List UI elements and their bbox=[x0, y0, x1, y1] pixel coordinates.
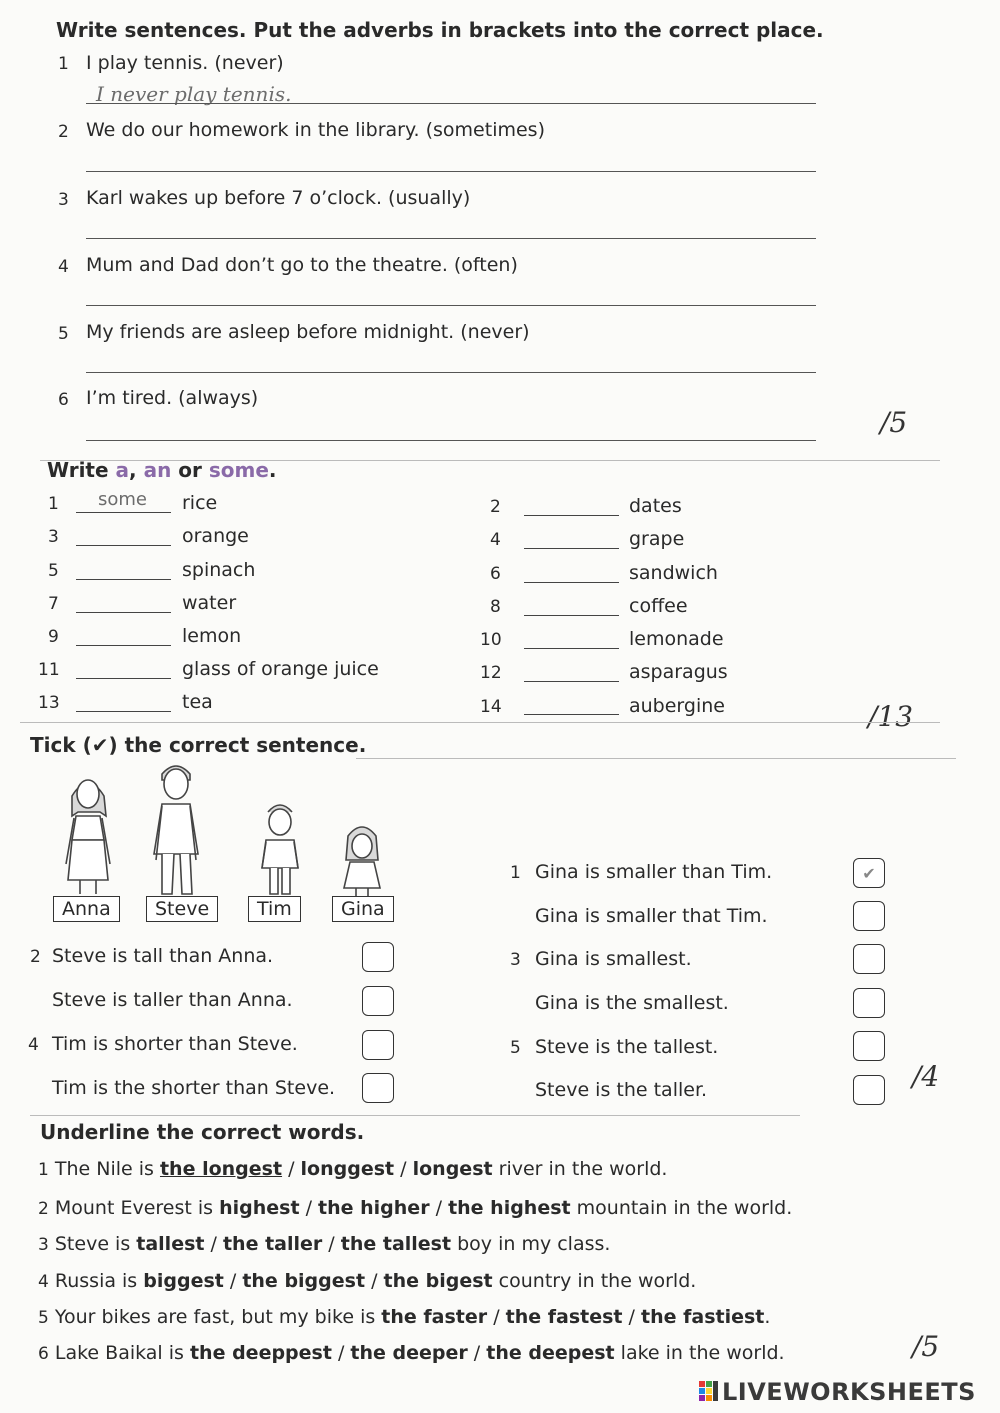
s3-sentence: Steve is taller than Anna. bbox=[52, 989, 293, 1011]
name-label-tim: Tim bbox=[248, 896, 301, 922]
answer-blank[interactable] bbox=[524, 615, 619, 616]
s4-item bbox=[38, 1197, 792, 1219]
s4-option-3[interactable]: the fastiest bbox=[641, 1306, 765, 1328]
s2-left-num: 9 bbox=[48, 627, 59, 647]
s4-post: country in the world. bbox=[492, 1270, 697, 1292]
tick-box[interactable] bbox=[853, 944, 885, 974]
s2-right-num: 6 bbox=[490, 564, 501, 584]
s3-sentence: Steve is the tallest. bbox=[535, 1036, 719, 1058]
s1-item-prompt: Mum and Dad don’t go to the theatre. (often) bbox=[86, 254, 518, 276]
s4-num: 5 bbox=[38, 1308, 49, 1328]
s3-sentence: Gina is the smallest. bbox=[535, 992, 729, 1014]
s4-sep: / bbox=[331, 1342, 351, 1364]
s3-sentence: Gina is smallest. bbox=[535, 948, 692, 970]
answer-blank[interactable] bbox=[524, 515, 619, 516]
s2-right-num: 4 bbox=[490, 530, 501, 550]
s4-num: 3 bbox=[38, 1235, 49, 1255]
s1-item-number: 4 bbox=[58, 257, 69, 277]
tick-box[interactable] bbox=[853, 901, 885, 931]
s1-item-prompt: Karl wakes up before 7 o’clock. (usually) bbox=[86, 187, 471, 209]
title-end: . bbox=[268, 458, 277, 482]
answer-blank[interactable] bbox=[76, 545, 171, 546]
s4-sep: / bbox=[282, 1158, 301, 1180]
s1-item-prompt: My friends are asleep before midnight. (never) bbox=[86, 321, 530, 343]
section2-title bbox=[47, 458, 277, 482]
answer-line[interactable] bbox=[86, 238, 816, 239]
logo-grid-icon bbox=[698, 1379, 720, 1405]
s3-sentence: Steve is tall than Anna. bbox=[52, 945, 274, 967]
s1-item-answer[interactable]: I never play tennis. bbox=[96, 82, 292, 106]
tick-box[interactable] bbox=[362, 1030, 394, 1060]
answer-blank[interactable] bbox=[524, 582, 619, 583]
s4-option-1[interactable]: the faster bbox=[381, 1306, 488, 1328]
s4-item bbox=[38, 1306, 770, 1328]
s2-left-num: 11 bbox=[38, 660, 60, 680]
s4-pre: Russia is bbox=[54, 1270, 144, 1292]
s1-item-number: 5 bbox=[58, 324, 69, 344]
s4-num: 6 bbox=[38, 1344, 49, 1364]
section-divider bbox=[356, 758, 956, 759]
s2-right-num: 8 bbox=[490, 597, 501, 617]
s4-sep: / bbox=[365, 1270, 384, 1292]
s4-item bbox=[38, 1270, 696, 1292]
s4-pre: Your bikes are fast, but my bike is bbox=[54, 1306, 382, 1328]
answer-blank[interactable] bbox=[76, 645, 171, 646]
s4-option-1[interactable]: the deeppest bbox=[189, 1342, 332, 1364]
s4-num: 4 bbox=[38, 1272, 49, 1292]
s1-item-number: 1 bbox=[58, 54, 69, 74]
answer-blank[interactable] bbox=[524, 681, 619, 682]
answer-blank[interactable] bbox=[76, 512, 171, 513]
s4-pre: The Nile is bbox=[54, 1158, 160, 1180]
s4-post: river in the world. bbox=[492, 1158, 668, 1180]
logo-text: LIVEWORKSHEETS bbox=[722, 1378, 976, 1406]
s1-item-number: 3 bbox=[58, 190, 69, 210]
s3-sentence: Steve is the taller. bbox=[535, 1079, 708, 1101]
s4-option-3[interactable]: longest bbox=[412, 1158, 493, 1180]
s4-option-3[interactable]: the deepest bbox=[486, 1342, 615, 1364]
s2-left-num: 1 bbox=[48, 494, 59, 514]
answer-blank[interactable] bbox=[524, 548, 619, 549]
s4-option-1[interactable]: biggest bbox=[143, 1270, 224, 1292]
s2-right-word: sandwich bbox=[629, 562, 718, 584]
tick-box[interactable] bbox=[362, 1073, 394, 1103]
section-divider bbox=[20, 722, 940, 723]
s1-item-number: 2 bbox=[58, 122, 69, 142]
s4-post: mountain in the world. bbox=[570, 1197, 793, 1219]
tick-box-checked[interactable] bbox=[853, 858, 885, 888]
title-an: an bbox=[143, 458, 172, 482]
tick-box[interactable] bbox=[853, 1031, 885, 1061]
answer-line[interactable] bbox=[86, 440, 816, 441]
s2-left-word: spinach bbox=[182, 559, 256, 581]
s2-right-num: 2 bbox=[490, 497, 501, 517]
s3-sentence: Tim is shorter than Steve. bbox=[52, 1033, 298, 1055]
title-text: Write bbox=[47, 458, 116, 482]
section2-score: /13 bbox=[868, 700, 914, 733]
liveworksheets-logo bbox=[698, 1378, 976, 1406]
answer-blank[interactable] bbox=[76, 711, 171, 712]
answer-line[interactable] bbox=[86, 171, 816, 172]
s1-item-number: 6 bbox=[58, 390, 69, 410]
s4-pre: Lake Baikal is bbox=[54, 1342, 190, 1364]
s4-option-3[interactable]: the bigest bbox=[383, 1270, 493, 1292]
section3-score: /4 bbox=[912, 1060, 940, 1093]
answer-blank[interactable] bbox=[76, 678, 171, 679]
section4-title: Underline the correct words. bbox=[40, 1120, 365, 1144]
s4-option-3[interactable]: the tallest bbox=[340, 1233, 452, 1255]
answer-blank[interactable] bbox=[76, 579, 171, 580]
s4-option-1[interactable]: highest bbox=[219, 1197, 300, 1219]
s2-right-word: coffee bbox=[629, 595, 688, 617]
s2-right-word: aubergine bbox=[629, 695, 725, 717]
s3-num: 1 bbox=[510, 863, 521, 883]
s2-left-num: 3 bbox=[48, 527, 59, 547]
name-label-steve: Steve bbox=[146, 896, 218, 922]
s4-option-2[interactable]: the biggest bbox=[242, 1270, 366, 1292]
s2-left-word: glass of orange juice bbox=[182, 658, 379, 680]
title-some: some bbox=[208, 458, 269, 482]
section4-score: /5 bbox=[912, 1330, 940, 1363]
answer-blank[interactable] bbox=[524, 648, 619, 649]
s3-num: 2 bbox=[30, 947, 41, 967]
s1-item-prompt: We do our homework in the library. (sometimes) bbox=[86, 119, 545, 141]
s2-left-num: 5 bbox=[48, 561, 59, 581]
s2-left-word: rice bbox=[182, 492, 218, 514]
s3-sentence: Gina is smaller that Tim. bbox=[535, 905, 768, 927]
s2-right-word: dates bbox=[629, 495, 682, 517]
s4-sep: / bbox=[394, 1158, 413, 1180]
s2-right-num: 10 bbox=[480, 630, 502, 650]
tick-box[interactable] bbox=[362, 986, 394, 1016]
s4-item bbox=[38, 1342, 785, 1364]
s4-post: lake in the world. bbox=[614, 1342, 785, 1364]
name-label-anna: Anna bbox=[53, 896, 120, 922]
s2-right-num: 12 bbox=[480, 663, 502, 683]
s4-option-1[interactable]: the longest bbox=[159, 1158, 283, 1180]
s4-item bbox=[38, 1233, 610, 1255]
s2-right-word: asparagus bbox=[629, 661, 728, 683]
s2-left-word: water bbox=[182, 592, 237, 614]
s2-right-word: lemonade bbox=[629, 628, 724, 650]
s4-option-2[interactable]: the fastest bbox=[505, 1306, 623, 1328]
s4-sep: / bbox=[622, 1306, 641, 1328]
answer-blank[interactable] bbox=[76, 612, 171, 613]
s4-sep: / bbox=[467, 1342, 487, 1364]
tick-box[interactable] bbox=[853, 1075, 885, 1105]
s4-sep: / bbox=[322, 1233, 341, 1255]
s4-pre: Steve is bbox=[54, 1233, 137, 1255]
s2-left-num: 13 bbox=[38, 693, 60, 713]
s4-option-2[interactable]: the higher bbox=[318, 1197, 430, 1219]
check-icon: ✔ bbox=[862, 863, 876, 883]
s2-answer[interactable]: some bbox=[98, 489, 147, 510]
s2-left-word: lemon bbox=[182, 625, 242, 647]
s4-num: 1 bbox=[38, 1160, 49, 1180]
s4-post: boy in my class. bbox=[451, 1233, 611, 1255]
s3-num: 3 bbox=[510, 950, 521, 970]
s4-option-2[interactable]: longgest bbox=[300, 1158, 395, 1180]
s4-option-2[interactable]: the deeper bbox=[350, 1342, 468, 1364]
s4-option-1[interactable]: tallest bbox=[136, 1233, 205, 1255]
s1-item-prompt: I play tennis. (never) bbox=[86, 52, 284, 74]
s3-sentence: Tim is the shorter than Steve. bbox=[52, 1077, 336, 1099]
s4-sep: / bbox=[223, 1270, 243, 1292]
s2-right-num: 14 bbox=[480, 697, 502, 717]
tick-box[interactable] bbox=[362, 942, 394, 972]
s4-sep: / bbox=[487, 1306, 506, 1328]
s4-item bbox=[38, 1158, 667, 1180]
answer-line bbox=[86, 103, 816, 104]
s4-sep: / bbox=[429, 1197, 449, 1219]
section1-title: Write sentences. Put the adverbs in brackets into the correct place. bbox=[56, 18, 824, 42]
title-a: a bbox=[115, 458, 130, 482]
section-divider bbox=[30, 1115, 800, 1116]
s4-post: . bbox=[764, 1306, 771, 1328]
answer-blank[interactable] bbox=[524, 714, 619, 715]
section1-score: /5 bbox=[880, 406, 908, 439]
s3-num: 4 bbox=[28, 1035, 39, 1055]
s4-sep: / bbox=[299, 1197, 319, 1219]
s1-item-prompt: I’m tired. (always) bbox=[86, 387, 259, 409]
answer-line[interactable] bbox=[86, 305, 816, 306]
children-illustration bbox=[50, 760, 410, 898]
s3-sentence: Gina is smaller than Tim. bbox=[535, 861, 773, 883]
s4-option-2[interactable]: the taller bbox=[222, 1233, 323, 1255]
section3-title: Tick (✔) the correct sentence. bbox=[30, 733, 367, 757]
s2-right-word: grape bbox=[629, 528, 685, 550]
s4-num: 2 bbox=[38, 1199, 49, 1219]
s4-option-3[interactable]: the highest bbox=[448, 1197, 571, 1219]
title-sep: , bbox=[129, 458, 144, 482]
title-or: or bbox=[171, 458, 209, 482]
tick-box[interactable] bbox=[853, 988, 885, 1018]
s4-sep: / bbox=[204, 1233, 223, 1255]
name-label-gina: Gina bbox=[332, 896, 394, 922]
s2-left-num: 7 bbox=[48, 594, 59, 614]
s2-left-word: tea bbox=[182, 691, 213, 713]
s3-num: 5 bbox=[510, 1038, 521, 1058]
s4-pre: Mount Everest is bbox=[54, 1197, 220, 1219]
s2-left-word: orange bbox=[182, 525, 249, 547]
answer-line[interactable] bbox=[86, 372, 816, 373]
